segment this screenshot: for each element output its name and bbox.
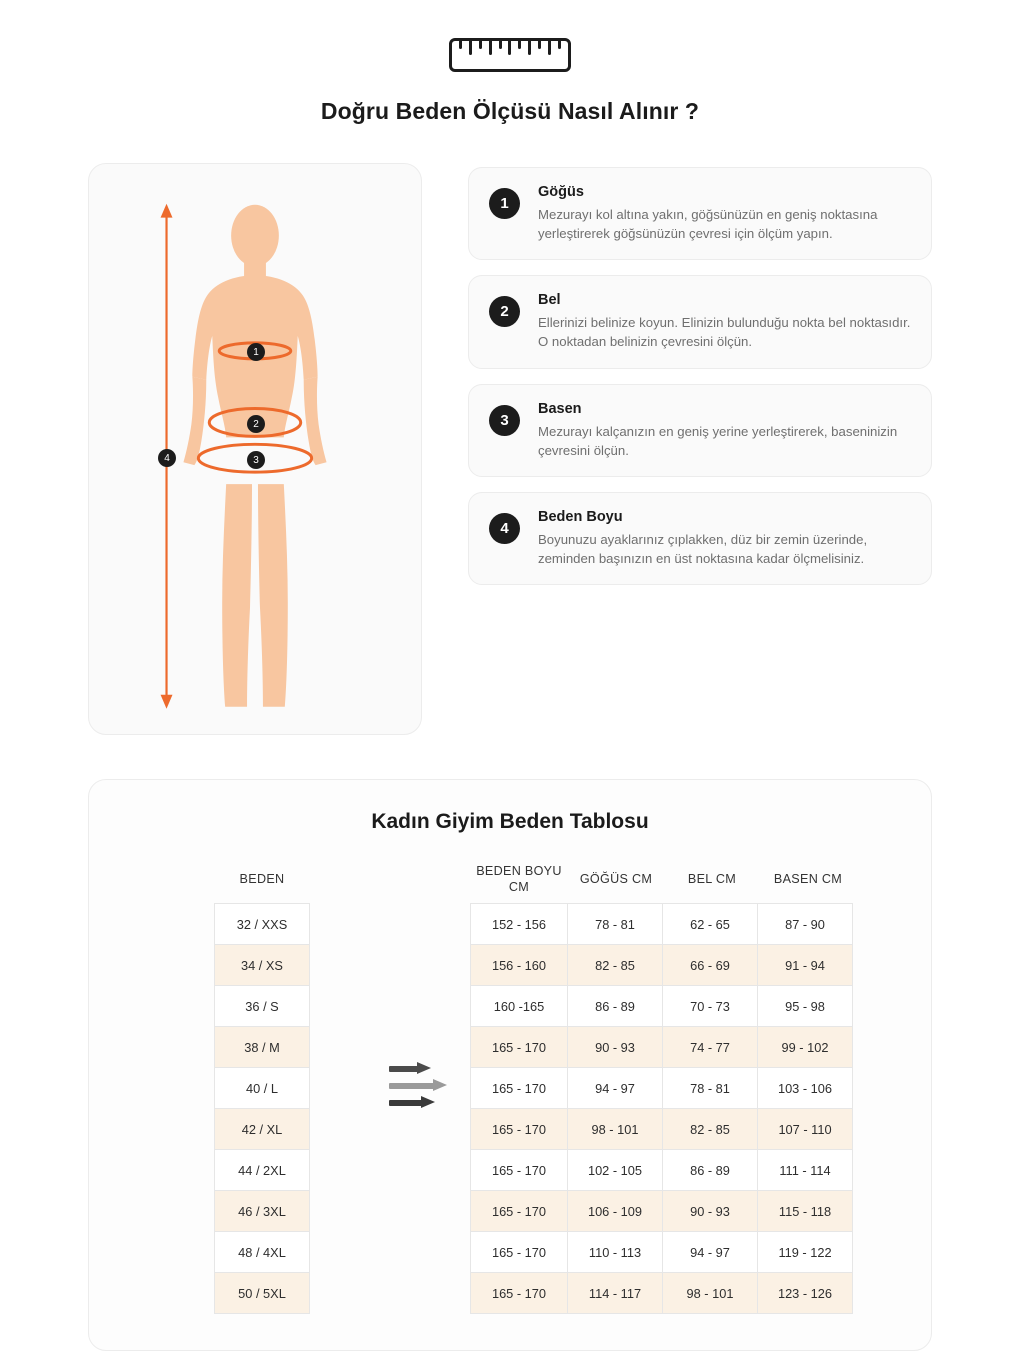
- step-title-3: Basen: [538, 400, 582, 417]
- column-beden-boyu: [470, 904, 567, 1314]
- table-cell: 102 - 105: [567, 1149, 663, 1191]
- ruler-icon: [449, 38, 571, 72]
- table-cell: 103 - 106: [757, 1067, 853, 1109]
- column-basen: [757, 904, 852, 1314]
- table-row: 48 / 4XL: [214, 1231, 310, 1273]
- col-header-beden-boyu: BEDEN BOYU CM: [476, 864, 562, 894]
- table-cell: 78 - 81: [567, 903, 663, 945]
- table-cell: 82 - 85: [567, 944, 663, 986]
- step-desc-1: Mezurayı kol altına yakın, göğsünüzün en geniş noktasına yerleştirerek göğsünüzün çevresi için ölçüm yapın.: [538, 207, 878, 242]
- step-badge-3: 3: [489, 405, 520, 436]
- table-cell: 123 - 126: [757, 1272, 853, 1314]
- col-header-bel: BEL CM: [687, 872, 737, 887]
- step-title-2: Bel: [538, 292, 561, 309]
- col-header-basen: BASEN CM: [773, 872, 843, 887]
- table-cell: 66 - 69: [662, 944, 758, 986]
- table-cell: 152 - 156: [470, 903, 568, 945]
- table-cell: 165 - 170: [470, 1231, 568, 1273]
- table-cell: 94 - 97: [567, 1067, 663, 1109]
- size-table-card: [88, 779, 932, 1351]
- table-row: 36 / S: [214, 985, 310, 1027]
- step-desc-2: Ellerinizi belinize koyun. Elinizin bulunduğu nokta bel noktasıdır. O noktadan belinizin çevresini ölçün.: [538, 315, 911, 350]
- table-cell: 119 - 122: [757, 1231, 853, 1273]
- table-cell: 78 - 81: [662, 1067, 758, 1109]
- step-badge-1: 1: [489, 188, 520, 219]
- table-cell: 165 - 170: [470, 1149, 568, 1191]
- page-title: Doğru Beden Ölçüsü Nasıl Alınır ?: [320, 98, 700, 124]
- step-card-basen: [468, 384, 932, 477]
- arrows-decoration: [360, 856, 470, 1314]
- step-desc-3: Mezurayı kalçanızın en geniş yerine yerleştirerek, baseninizin çevresini ölçün.: [538, 423, 898, 458]
- table-cell: 114 - 117: [567, 1272, 663, 1314]
- step-card-gogus: [468, 167, 932, 260]
- table-cell: 90 - 93: [662, 1190, 758, 1232]
- table-cell: 165 - 170: [470, 1108, 568, 1150]
- table-cell: 95 - 98: [757, 985, 853, 1027]
- figure-marker-1: 1: [247, 343, 265, 361]
- step-card-bel: [468, 275, 932, 368]
- table-row: 38 / M: [214, 1026, 310, 1068]
- step-title-1: Göğüs: [538, 184, 584, 200]
- table-row: 44 / 2XL: [214, 1149, 310, 1191]
- size-table: [119, 856, 901, 1314]
- step-card-beden-boyu: [468, 492, 932, 585]
- figure-marker-2: 2: [247, 415, 265, 433]
- table-cell: 160 -165: [470, 985, 568, 1027]
- table-row: 32 / XXS: [214, 903, 310, 945]
- table-cell: 82 - 85: [662, 1108, 758, 1150]
- steps-list: [468, 163, 932, 585]
- table-cell: 90 - 93: [567, 1026, 663, 1068]
- size-column: [164, 856, 360, 1314]
- table-cell: 111 - 114: [757, 1149, 853, 1191]
- step-desc-4: Boyunuzu ayaklarınız çıplakken, düz bir zemin üzerinde, zeminden başınızın en üst noktasına kadar ölçmelisiniz.: [538, 531, 868, 566]
- measurement-guide-section: [0, 125, 1020, 735]
- table-cell: 98 - 101: [662, 1272, 758, 1314]
- body-figure-illustration: [89, 164, 421, 733]
- col-header-gogus: GÖĞÜS CM: [579, 872, 653, 887]
- table-cell: 156 - 160: [470, 944, 568, 986]
- body-figure-card: [88, 163, 422, 735]
- column-gogus: [567, 904, 662, 1314]
- table-cell: 165 - 170: [470, 1190, 568, 1232]
- table-cell: 165 - 170: [470, 1272, 568, 1314]
- table-cell: 99 - 102: [757, 1026, 853, 1068]
- step-badge-2: 2: [489, 296, 520, 327]
- table-row: 50 / 5XL: [214, 1272, 310, 1314]
- table-cell: 86 - 89: [567, 985, 663, 1027]
- table-cell: 74 - 77: [662, 1026, 758, 1068]
- table-cell: 165 - 170: [470, 1067, 568, 1109]
- header-icon-wrap: [0, 0, 1020, 72]
- table-row: 34 / XS: [214, 944, 310, 986]
- table-cell: 110 - 113: [567, 1231, 663, 1273]
- column-bel: [662, 904, 757, 1314]
- table-cell: 165 - 170: [470, 1026, 568, 1068]
- table-cell: 91 - 94: [757, 944, 853, 986]
- table-cell: 62 - 65: [662, 903, 758, 945]
- figure-marker-4: 4: [158, 449, 176, 467]
- arrow-right-icon: [389, 1097, 439, 1107]
- table-cell: 106 - 109: [567, 1190, 663, 1232]
- arrow-right-icon: [389, 1063, 435, 1073]
- size-column-header: BEDEN: [239, 872, 285, 887]
- table-cell: 87 - 90: [757, 903, 853, 945]
- size-table-title: Kadın Giyim Beden Tablosu: [371, 810, 649, 833]
- table-cell: 115 - 118: [757, 1190, 853, 1232]
- arrow-right-icon: [389, 1080, 451, 1090]
- figure-marker-3: 3: [247, 451, 265, 469]
- measurements-columns: [470, 856, 856, 1314]
- table-row: 42 / XL: [214, 1108, 310, 1150]
- table-cell: 98 - 101: [567, 1108, 663, 1150]
- table-row: 46 / 3XL: [214, 1190, 310, 1232]
- table-cell: 86 - 89: [662, 1149, 758, 1191]
- table-cell: 70 - 73: [662, 985, 758, 1027]
- step-badge-4: 4: [489, 513, 520, 544]
- table-cell: 107 - 110: [757, 1108, 853, 1150]
- table-row: 40 / L: [214, 1067, 310, 1109]
- step-title-4: Beden Boyu: [538, 508, 623, 525]
- table-cell: 94 - 97: [662, 1231, 758, 1273]
